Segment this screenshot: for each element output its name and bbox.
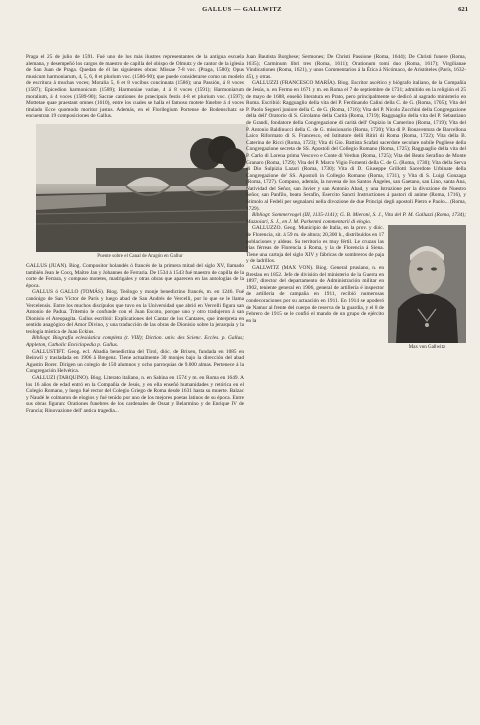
gallus-jacobus-continuation: Praga el 25 de julio de 1591. Fué uno de los más ilustres representantes de la antigua escuela alemana, y desempeñó los cargos de maestro de capilla del obispo de Olmutz y de cantor de la iglesia de San Juan de Praga. Quedan de él las siguientes obras: Missae 7-8 voc. (Praga, 1580); Opus musicum harmoniarum, 4, 5, 6, 8 et plurium voc. (1586-90); que puede considerarse como un modelo de escritura á muchas voces; Moralia 5, 6 et 8 vocibus concinnata (1586); una Passión, á 8 voces (1587); Epicedion harmonicum (1589); Harmoniae variae, 4 á 8 voces (1591); Harmoniarum moralium, á 4 voces (1589-90); Sacrae cantiones de praecipuis festis 4-8 et plurium voc. (1597); Mottetae quae praestant omnes (1610), entre los cuales se halla el famoso motete fúnebre á 4 voces titulado Ecce quomodo moritur justus. Además, en el Florilegium Portense de Bodenschatz se encuentran 19 composiciones de Gallus.	[26, 54, 244, 120]
galluzzo-entry: GALLUZZO. Geog. Municipio de Italia, en la prov. y dióc. de Florencia, sit. á 59 m. de altura; 20,300 h., distribuídos en 17 poblaciones y aldeas. Su territorio es muy fértil. Le cruzan las vías férreas de Florencia á Roma, y la de Florencia á Siena. Tiene una cartuja del siglo XIV y fábricas de sombreros de paja y de ladrillos.	[246, 225, 384, 265]
running-head: GALLUS — GALLWITZ	[202, 5, 282, 13]
gallwitz-portrait	[388, 225, 466, 343]
bridge-photo	[36, 124, 248, 252]
page-number: 621	[458, 5, 468, 13]
gallus-tomas-entry: GALLUS ó GALLO (TOMÁS). Biog. Teólogo y monje benedictino francés, m. en 1246. Fué canónigo de San Víctor de París y luego abad de San Andrés de Vercelli, por lo que se le llama Vercelensis. Entre los muchos discípulos que tuvo en la Universidad que abrió en Vercelli figura san Antonio de Padua. Tritemio le confunde con el Juan Escoto, porque uno y otro tradujeron á san Dionisio el Areopagita. Gallus escribió: Explicationes del Cantar de los Cantares, que interpreta en sentido anagógico del Amor Divino, y una traducción de las obras de Dionisio sobre la jerarquía y la teología mística de Juan Eckius.	[26, 289, 244, 335]
portrait-caption: Max von Gallwitz	[408, 345, 446, 351]
galluzi-tarquino-entry: GALLUZI (TARQUINO). Biog. Literato italiano, n. en Sabina en 1574 y m. en Roma en 1649. A los 16 años de edad entró en la Compañía de Jesús, y en ella enseñó humanidades y retórica en el Colegio Romano, y luego fué rector del Colegio Griego de Roma desde 1631 hasta su muerte. Balzac y Naudé le colmaron de elogios y fué tenido por uno de los mejores poetas latinos de su época. Entre sus obras figuran: Orationes funebres de los cardenales de Ossat y Belarmino y de Enrique IV de Francia; Rinovazione dell' antica tragedia...	[26, 375, 244, 414]
galluzi-continuation: Juan Bautista Borghese; Sermones; De Christi Passione (Roma, 1644); De Christi funere (Roma, 1635); Carminum libri tres (Roma, 1611); Orationum tomi duo (Roma, 1617); Virgilianae Vindicationes (Roma, 1621), y unos Commentarios á la Ética á Nicómaco, de Aristóteles (París, 1632-45), y otras.	[246, 54, 466, 80]
portrait-figure	[388, 225, 466, 350]
portrait-illustration	[388, 225, 466, 343]
gallus-juan-entry: GALLUS (JUAN). Biog. Compositor holandés ó francés de la primera mitad del siglo XV, llamado también Jean le Cocq, Maître Jan y Johannes de Ferraria. De 1534 á 1543 fué maestro de capilla de la corte de Ferrara, y compuso motetes, madrigales y otras obras que aparecen en las antologías de la época.	[26, 262, 244, 289]
gallus-tomas-bibliography: Bibliogr. Biografía eclesiástica completa (t. VIII); Diction. univ. des Scienc. Eccles. p. Gallus; Appleton, Catholic Enciclopedia p. Gallus.	[26, 335, 244, 349]
gallustift-entry: GALLUSTIFT. Geog. ecl. Abadía benedictina del Tirol, dióc. de Brixen, fundada en 1085 en Beinwil y trasladada en 1906 á Bregenz. Tiene actualmente 30 monjes bajo la dirección del abad Agustín Borer. Dirigen un colegio de 150 alumnos y ocho parroquias de 9.000 almas. Pertenece á la Congregación Helvética.	[26, 348, 244, 375]
bridge-caption: Puente sobre el Canal de Aragón en Gallur	[97, 253, 183, 259]
galluzzi-francesco-entry: GALLUZZI (FRANCESCO MARÍA). Biog. Escritor ascético y biógrafo italiano, de la Compañía de Jesús, n. en Fermo en 1671 y m. en Roma el 7 de septiembre de 1731; admitido en la religión el 25 de mayo de 1688, enseñó literatura en Prato, pero principalmente se dedicó al sagrado ministerio en Roma. Escribió: Ragguaglio della vita del P. Ferdinando Calini della C. de G. (Roma, 1705); Vita del P. Paolo Segneri juniore della C. de G. (Roma, 1716); Vita del P. Nicolo Zucchini della Congregazione della dell' Oratorio di S. Girolamo della Carità (Roma, 1719); Ragguaglio della vita del P. Sebastiano de Grandi, fondatore della Congregazione di carità dell' Ospizio in Camerino (Roma, 1719); Vita del P. Antonio Baldinucci della C. de G. missionario (Roma, 1720); Vita di P. Bonaventura de Barcellona Laico Riformato di S. Francesco, ed Istitutore delli Ritiri di Roma (Roma, 1722); Vita della B. Caterina de Ricci (Roma, 1723); Vita di Gio. Battista Scafati sacerdote secolare nobile Pugliese della Congregazione secreta de SS. Apostoli del Collegio Romano (Roma, 1725); Ragguaglio della vita del P. Carlo di Lorena prima Vescovo e Conte di Verdun (Roma, 1725); Vita del Beato Serafino de Monte Granaro (Roma, 1729); Vita del P. Marco Vigio Fornenti della C. de G. (Roma, 1730); Vita della Serva di Dio Sulpizia Lazari (Roma, 1730); Vita di D. Giuseppe Grillotti Sacerdote Urbinate della Congregazione de' SS. Apostoli in Collegio Romano (Roma, 1731), y Vita di S. Luigi Gonzaga (Roma, 1727). Compuso, además, la novena de los Santos Ángeles, san Gaetano, san Lino, santa Ana, Natividad del Señor, san Javier y san Antonio Abad, y una Istruzione per la divozione de Nuestro Señor, san Panfilo, beato Serafín, Esercito Sancti Instructiones á pastori di anime (Roma, 1716), y Stimolo al Fedeli per segnalarsi nella divozione de due Principi degli apostoli Pietro e Paolo... (Roma, 1729).	[246, 80, 466, 212]
galluzzi-bibliography: Bibliogr. Sommervogel (III, 1135-1141); G. B. Mieroni, S. J., Vita del P. M. Galluzzi (Roma, 1734); Mazzoiari, S. J., en J. M. Parkenmi commentarii di elogio.	[246, 212, 466, 225]
bridge-illustration	[36, 124, 248, 252]
page-header	[26, 4, 468, 14]
gallwitz-entry: GALLWITZ (MAX VON). Biog. General prusiano, n. en Breslau en 1852. Jefe de división del ministerio de la Guerra en 1897, director del departamento de Administración militar en 1902, teniente general en 1906, general de artillería é inspector de artillería de campaña en 1911, recibió numerosas condecoraciones por su actuación en 1911. En 1914 se apoderó de Namur al frente del cuerpo de reserva de la guardia, y el 8 de Febrero de 1915 se le confió el mando de un grupo de ejército en la	[246, 265, 384, 324]
left-column	[26, 54, 244, 415]
right-column	[246, 54, 466, 353]
